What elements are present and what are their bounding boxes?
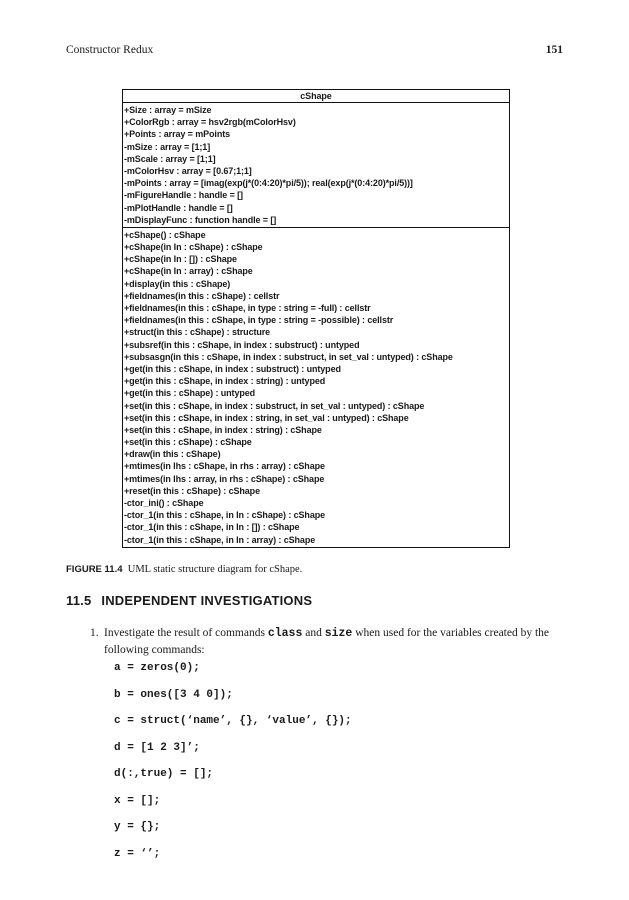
uml-method: +set(in this : cShape, in index : string) : cShape [124, 424, 322, 435]
code-line: b = ones([3 4 0]); [114, 688, 233, 701]
uml-method: +cShape(in In : cShape) : cShape [124, 242, 263, 253]
exercise-marker: 1. [90, 627, 99, 639]
exercise-item [90, 625, 566, 658]
figure-caption-text: UML static structure diagram for cShape. [127, 564, 303, 575]
uml-method: +cShape(in In : []) : cShape [124, 254, 237, 265]
code-line: y = {}; [114, 821, 161, 833]
uml-method: +get(in this : cShape, in index : string) : untyped [124, 376, 326, 387]
uml-method: +set(in this : cShape, in index : string, in set_val : untyped) : cShape [124, 412, 409, 423]
running-head-section-title: Constructor Redux [66, 44, 154, 56]
uml-method: -ctor_ini() : cShape [124, 498, 204, 508]
uml-method: +get(in this : cShape, in index : substruct) : untyped [124, 363, 341, 374]
section-number: 11.5 [66, 593, 92, 608]
uml-property: -mDisplayFunc : function handle = [] [124, 214, 277, 225]
uml-method: +mtimes(in lhs : cShape, in rhs : array) : cShape [124, 461, 325, 472]
uml-method: +fieldnames(in this : cShape, in type : string = -full) : cellstr [124, 303, 371, 313]
uml-property: -mFigureHandle : handle = [] [124, 190, 243, 201]
uml-property: -mColorHsv : array = [0.67;1;1] [124, 165, 252, 176]
code-line: d(:,true) = []; [114, 768, 214, 780]
uml-method: +subsasgn(in this : cShape, in index : substruct, in set_val : untyped) : cShape [124, 351, 453, 362]
section-title: INDEPENDENT INVESTIGATIONS [101, 593, 313, 608]
uml-method: +set(in this : cShape) : cShape [124, 437, 252, 448]
exercise-text-after: when used for the variables created by the following commands: [104, 627, 550, 656]
page-number: 151 [545, 44, 563, 56]
uml-method: +subsref(in this : cShape, in index : substruct) : untyped [124, 339, 360, 350]
exercise-text [104, 625, 566, 658]
uml-method: +mtimes(in lhs : array, in rhs : cShape) : cShape [124, 473, 325, 484]
code-block [114, 661, 352, 873]
code-line: a = zeros(0); [114, 662, 200, 674]
code-line: c = struct(‘name’, {}, ‘value’, {}); [114, 715, 352, 727]
uml-method: +display(in this : cShape) [124, 278, 231, 289]
uml-method: -ctor_1(in this : cShape, in In : cShape) : cShape [124, 510, 326, 521]
uml-property: +Size : array = mSize [124, 105, 212, 115]
inline-code-size: size [324, 627, 353, 640]
uml-method: +reset(in this : cShape) : cShape [124, 485, 260, 496]
uml-method: +set(in this : cShape, in index : substruct, in set_val : untyped) : cShape [124, 400, 425, 411]
inline-code-class: class [267, 627, 303, 640]
uml-method: +fieldnames(in this : cShape) : cellstr [124, 290, 280, 301]
uml-method: +cShape() : cShape [124, 229, 206, 240]
code-line: x = []; [114, 794, 161, 807]
uml-method: +draw(in this : cShape) [124, 449, 221, 460]
uml-method: -ctor_1(in this : cShape, in In : array) : cShape [124, 534, 316, 545]
uml-method: -ctor_1(in this : cShape, in In : []) : cShape [124, 522, 300, 533]
uml-class-name: cShape [123, 90, 509, 103]
figure-label: FIGURE 11.4 [66, 564, 123, 575]
uml-property: -mPoints : array = [imag(exp(j*(0:4:20)*pi/5)); real(exp(j*(0:4:20)*pi/5))] [124, 178, 413, 189]
uml-method: +cShape(in In : array) : cShape [124, 266, 253, 277]
exercise-text-middle: and [302, 627, 325, 639]
code-line: d = [1 2 3]’; [114, 741, 200, 754]
uml-properties-compartment [123, 103, 509, 228]
uml-methods-compartment [123, 228, 509, 547]
uml-property: -mPlotHandle : handle = [] [124, 202, 233, 213]
uml-class-diagram [122, 89, 510, 548]
exercise-text-before: Investigate the result of commands [104, 627, 268, 639]
uml-property: -mScale : array = [1;1] [124, 153, 216, 164]
uml-property: -mSize : array = [1;1] [124, 141, 211, 152]
figure-caption [66, 564, 566, 575]
running-head [66, 44, 563, 60]
uml-property: +Points : array = mPoints [124, 129, 231, 140]
uml-method: +fieldnames(in this : cShape, in type : string = -possible) : cellstr [124, 315, 394, 326]
section-heading [66, 593, 312, 608]
code-line: z = ‘’; [114, 847, 161, 860]
uml-property: +ColorRgb : array = hsv2rgb(mColorHsv) [124, 117, 296, 128]
uml-method: +struct(in this : cShape) : structure [124, 327, 271, 338]
uml-method: +get(in this : cShape) : untyped [124, 388, 256, 399]
